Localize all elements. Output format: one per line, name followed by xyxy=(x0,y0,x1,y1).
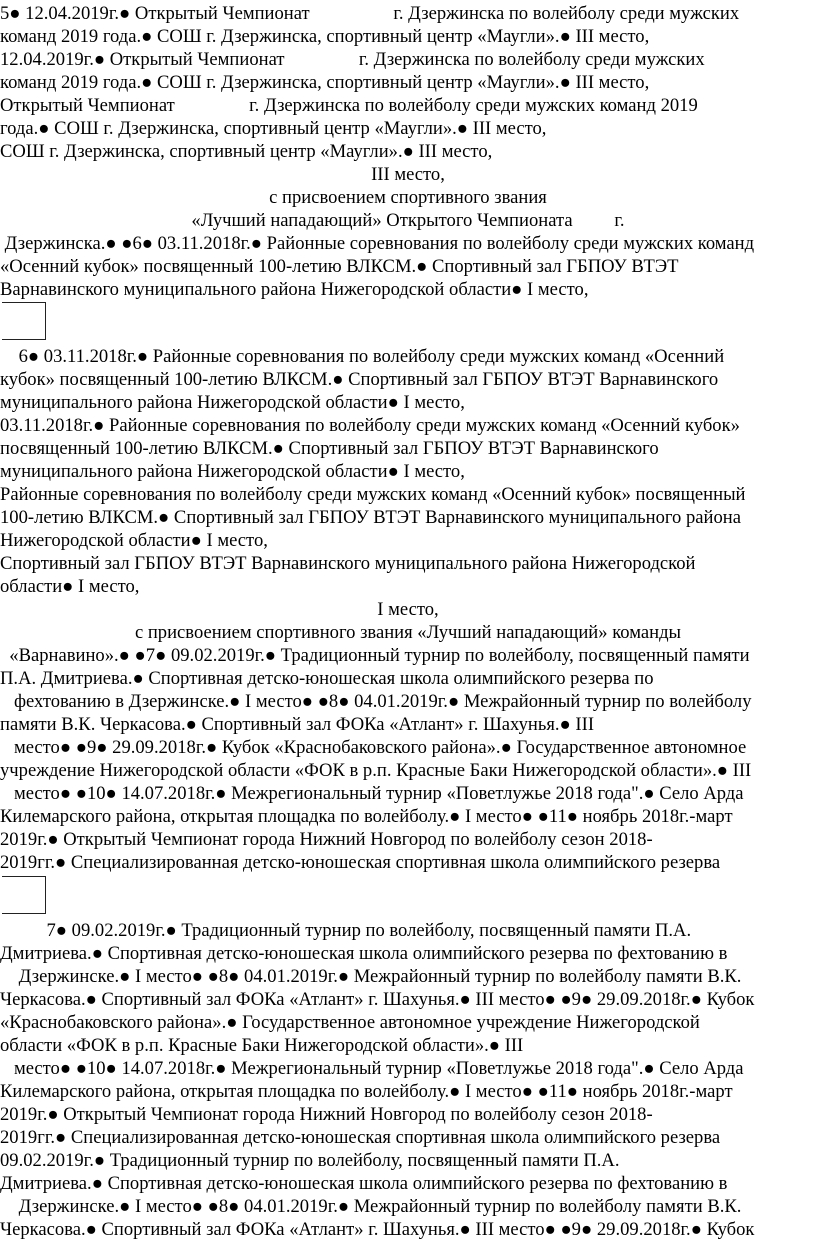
text-line: Килемарского района, открытая площадка по волейболу.● I место● ●11● ноябрь 2018г.-март xyxy=(0,806,733,827)
text-line: года.● СОШ г. Дзержинска, спортивный центр «Маугли».● III место, xyxy=(0,118,547,139)
text-line: кубок» посвященный 100-летию ВЛКСМ.● Спортивный зал ГБПОУ ВТЭТ Варнавинского xyxy=(0,369,719,390)
text-line: 12.04.2019г.● Открытый Чемпионат г. Дзержинска по волейболу среди мужских xyxy=(0,49,705,70)
text-line: «Варнавино».● ●7● 09.02.2019г.● Традиционный турнир по волейболу, посвященный памяти xyxy=(0,645,750,666)
text-line: 7● 09.02.2019г.● Традиционный турнир по волейболу, посвященный памяти П.А. xyxy=(0,920,692,941)
text-line: 100-летию ВЛКСМ.● Спортивный зал ГБПОУ ВТЭТ Варнавинского муниципального района xyxy=(0,507,741,528)
text-line: муниципального района Нижегородской области● I место, xyxy=(0,392,465,413)
text-line: Дзержинске.● I место● ●8● 04.01.2019г.● Межрайонный турнир по волейболу памяти В.К. xyxy=(0,1196,742,1217)
text-line-centered: с присвоением спортивного звания xyxy=(269,187,547,208)
text-line: 2019г.● Открытый Чемпионат города Нижний Новгород по волейболу сезон 2018- xyxy=(0,1104,653,1125)
text-line: Нижегородской области● I место, xyxy=(0,530,268,551)
text-line: СОШ г. Дзержинска, спортивный центр «Маугли».● III место, xyxy=(0,141,493,162)
text-line: учреждение Нижегородской области «ФОК в р.п. Красные Баки Нижегородской области».● III xyxy=(0,760,752,781)
text-line-centered: I место, xyxy=(377,599,439,620)
text-line: «Осенний кубок» посвященный 100-летию ВЛКСМ.● Спортивный зал ГБПОУ ВТЭТ xyxy=(0,256,679,277)
text-line: Районные соревнования по волейболу среди мужских команд «Осенний кубок» посвященный xyxy=(0,484,746,505)
text-line: Дзержинска.● ●6● 03.11.2018г.● Районные соревнования по волейболу среди мужских команд xyxy=(0,233,755,254)
text-line: памяти В.К. Черкасова.● Спортивный зал ФОКа «Атлант» г. Шахунья.● III xyxy=(0,714,595,735)
text-line: команд 2019 года.● СОШ г. Дзержинска, спортивный центр «Маугли».● III место, xyxy=(0,26,650,47)
text-line: 2019гг.● Специализированная детско-юношеская спортивная школа олимпийского резерва xyxy=(0,852,721,873)
text-line: области «ФОК в р.п. Красные Баки Нижегородской области».● III xyxy=(0,1035,524,1056)
text-line: фехтованию в Дзержинске.● I место● ●8● 04.01.2019г.● Межрайонный турнир по волейболу xyxy=(0,691,752,712)
empty-cell-box xyxy=(2,876,46,914)
text-line: 5● 12.04.2019г.● Открытый Чемпионат г. Дзержинска по волейболу среди мужских xyxy=(0,3,740,24)
text-line: 03.11.2018г.● Районные соревнования по волейболу среди мужских команд «Осенний кубок» xyxy=(0,415,740,436)
text-line: место● ●10● 14.07.2018г.● Межрегиональный турнир «Поветлужье 2018 года".● Село Арда xyxy=(0,783,744,804)
text-line: команд 2019 года.● СОШ г. Дзержинска, спортивный центр «Маугли».● III место, xyxy=(0,72,650,93)
text-line: 09.02.2019г.● Традиционный турнир по волейболу, посвященный памяти П.А. xyxy=(0,1150,620,1171)
text-line-centered: III место, xyxy=(371,164,445,185)
text-line-centered: «Лучший нападающий» Открытого Чемпионата г. xyxy=(191,210,625,231)
text-line: Черкасова.● Спортивный зал ФОКа «Атлант» г. Шахунья.● III место● ●9● 29.09.2018г.● Кубок xyxy=(0,989,755,1010)
text-line: Килемарского района, открытая площадка по волейболу.● I место● ●11● ноябрь 2018г.-март xyxy=(0,1081,733,1102)
text-line: Черкасова.● Спортивный зал ФОКа «Атлант» г. Шахунья.● III место● ●9● 29.09.2018г.● Кубок xyxy=(0,1219,755,1240)
text-line: Спортивный зал ГБПОУ ВТЭТ Варнавинского муниципального района Нижегородской xyxy=(0,553,696,574)
text-line: муниципального района Нижегородской области● I место, xyxy=(0,461,465,482)
text-line: место● ●10● 14.07.2018г.● Межрегиональный турнир «Поветлужье 2018 года".● Село Арда xyxy=(0,1058,744,1079)
text-line: посвященный 100-летию ВЛКСМ.● Спортивный зал ГБПОУ ВТЭТ Варнавинского xyxy=(0,438,659,459)
text-line: Дмитриева.● Спортивная детско-юношеская школа олимпийского резерва по фехтованию в xyxy=(0,943,728,964)
text-line: Открытый Чемпионат г. Дзержинска по волейболу среди мужских команд 2019 xyxy=(0,95,698,116)
text-line: Дмитриева.● Спортивная детско-юношеская школа олимпийского резерва по фехтованию в xyxy=(0,1173,728,1194)
text-line: области● I место, xyxy=(0,576,140,597)
text-line: 2019г.● Открытый Чемпионат города Нижний Новгород по волейболу сезон 2018- xyxy=(0,829,653,850)
text-line: место● ●9● 29.09.2018г.● Кубок «Краснобаковского района».● Государственное автономное xyxy=(0,737,747,758)
text-line: «Краснобаковского района».● Государственное автономное учреждение Нижегородской xyxy=(0,1012,700,1033)
empty-cell-box xyxy=(2,302,46,340)
text-line: П.А. Дмитриева.● Спортивная детско-юношеская школа олимпийского резерва по xyxy=(0,668,654,689)
text-line-centered: с присвоением спортивного звания «Лучший нападающий» команды xyxy=(134,622,682,643)
text-line: 2019гг.● Специализированная детско-юношеская спортивная школа олимпийского резерва xyxy=(0,1127,721,1148)
text-line: Дзержинске.● I место● ●8● 04.01.2019г.● Межрайонный турнир по волейболу памяти В.К. xyxy=(0,966,742,987)
text-line: Варнавинского муниципального района Нижегородской области● I место, xyxy=(0,279,589,300)
text-line: 6● 03.11.2018г.● Районные соревнования по волейболу среди мужских команд «Осенний xyxy=(0,346,725,367)
